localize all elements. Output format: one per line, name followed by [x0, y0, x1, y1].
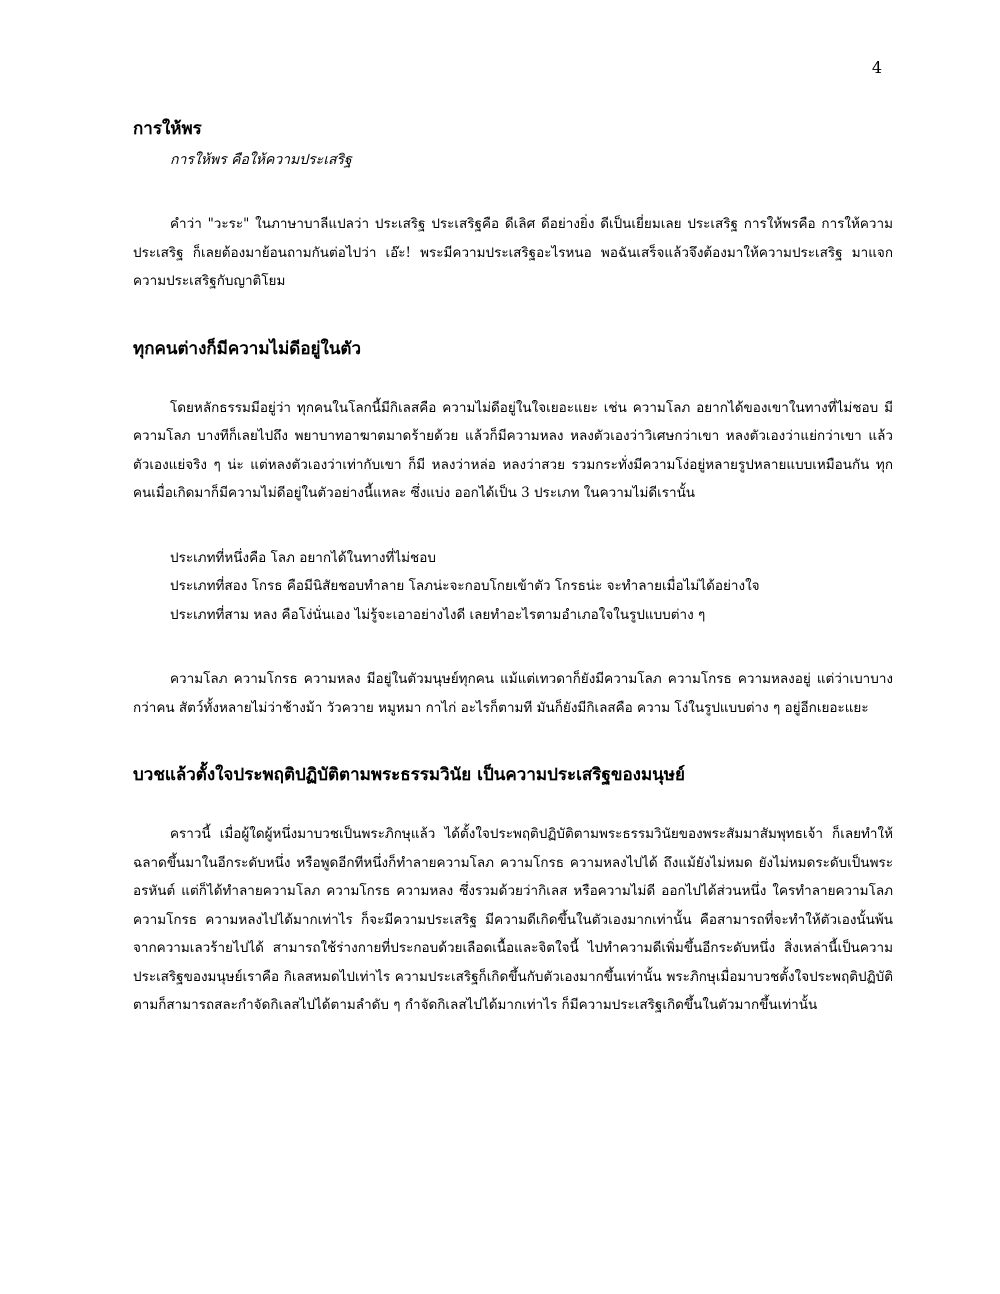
paragraph: คำว่า "วะระ" ในภาษาบาลีแปลว่า ประเสริฐ ประเสริฐคือ ดีเลิศ ดีอย่างยิ่ง ดีเป็นเยี่ยมเลย ประเสริฐ การให้พรคือ การให้ความประเสริฐ ก็เลยต้องมาย้อนถามกันต่อไปว่า เอ๊ะ! พระมีความประเสริฐอะไรหนอ พอฉันเสร็จแล้วจึงต้องมาให้ความประเสริฐ มาแจกความประเสริฐกับญาติโยม [133, 216, 893, 289]
paragraph: คราวนี้ เมื่อผู้ใดผู้หนึ่งมาบวชเป็นพระภิกษุแล้ว ได้ตั้งใจประพฤติปฏิบัติตามพระธรรมวินัยของพระสัมมาสัมพุทธเจ้า ก็เลยทำให้ฉลาดขึ้นมาในอีกระดับหนึ่ง หรือพูดอีกทีหนึ่งก็ทำลายความโลภ ความโกรธ ความหลงไปได้ ถึงแม้ยังไม่หมด ยังไม่หมดระดับเป็นพระอรหันต์ แต่ก็ได้ทำลายความโลภ ความโกรธ ความหลง ซึ่งรวมด้วยว่ากิเลส หรือความไม่ดี ออกไปได้ส่วนหนึ่ง ใครทำลายความโลภ ความโกรธ ความหลงไปได้มากเท่าไร ก็จะมีความประเสริฐ มีความดีเกิดขึ้นในตัวเองมากเท่านั้น คือสามารถที่จะทำให้ตัวเองนั้นพ้นจากความเลวร้ายไปได้ สามารถใช้ร่างกายที่ประกอบด้วยเลือดเนื้อและจิตใจนี้ ไปทำความดีเพิ่มขึ้นอีกระดับหนึ่ง สิ่งเหล่านี้เป็นความประเสริฐของมนุษย์เราคือ กิเลสหมดไปเท่าไร ความประเสริฐก็เกิดขึ้นกับตัวเองมากขึ้นเท่านั้น พระภิกษุเมื่อมาบวชตั้งใจประพฤติปฏิบัติตามก็สามารถสละกำจัดกิเลสไปได้ตามลำดับ ๆ กำจัดกิเลสไปได้มากเท่าไร ก็มีความประเสริฐเกิดขึ้นในตัวมากขึ้นเท่านั้น [133, 826, 893, 1013]
document-body [133, 112, 893, 1020]
list-item: ประเภทที่หนึ่งคือ โลภ อยากได้ในทางที่ไม่ชอบ [170, 549, 436, 566]
section-subtitle: การให้พร คือให้ความประเสริฐ [170, 152, 352, 168]
list-item: ประเภทที่สาม หลง คือโง่นั่นเอง ไม่รู้จะเอาอย่างไงดี เลยทำอะไรตามอำเภอใจในรูปแบบต่าง ๆ [170, 606, 706, 623]
page-number: 4 [871, 58, 882, 77]
defilement-types-list [133, 544, 893, 630]
section-heading-blessing: การให้พร [133, 119, 202, 139]
section-heading-ordination: บวชแล้วตั้งใจประพฤติปฏิบัติตามพระธรรมวินัย เป็นความประเสริฐของมนุษย์ [133, 765, 685, 785]
list-item: ประเภทที่สอง โกรธ คือมีนิสัยชอบทำลาย โลภน่ะจะกอบโกยเข้าตัว โกรธน่ะ จะทำลายเมื่อไม่ได้อย่างใจ [170, 578, 760, 594]
section-heading-everyone-has-faults: ทุกคนต่างก็มีความไม่ดีอยู่ในตัว [133, 338, 362, 359]
paragraph: ความโลภ ความโกรธ ความหลง มีอยู่ในตัวมนุษย์ทุกคน แม้แต่เทวดาก็ยังมีความโลภ ความโกรธ ความหลงอยู่ แต่ว่าเบาบางกว่าคน สัตว์ทั้งหลายไม่ว่าช้างม้า วัวควาย หมูหมา กาไก่ อะไรก็ตามที มันก็ยังมีกิเลสคือ ความ โง่ในรูปแบบต่าง ๆ อยู่อีกเยอะแยะ [133, 671, 893, 716]
paragraph: โดยหลักธรรมมีอยู่ว่า ทุกคนในโลกนี้มีกิเลสคือ ความไม่ดีอยู่ในใจเยอะแยะ เช่น ความโลภ อยากได้ของเขาในทางที่ไม่ชอบ มีความโลภ บางทีก็เลยไปถึง พยาบาทอาฆาตมาดร้ายด้วย แล้วก็มีความหลง หลงตัวเองว่าวิเศษกว่าเขา หลงตัวเองว่าแย่กว่าเขา แล้วตัวเองแย่จริง ๆ น่ะ แต่หลงตัวเองว่าเท่ากับเขา ก็มี หลงว่าหล่อ หลงว่าสวย รวมกระทั่งมีความโง่อยู่หลายรูปหลายแบบเหมือนกัน ทุกคนเมื่อเกิดมาก็มีความไม่ดีอยู่ในตัวอย่างนี้แหละ ซึ่งแบ่ง ออกได้เป็น 3 ประเภท ในความไม่ดีเรานั้น [133, 399, 893, 501]
